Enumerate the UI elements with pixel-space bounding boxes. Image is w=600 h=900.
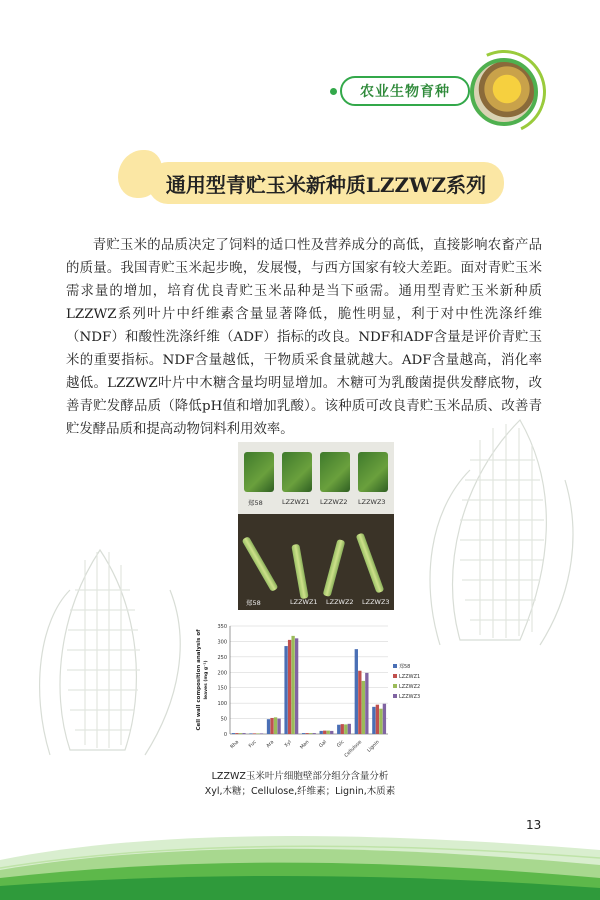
x-tick-label: Glc [336, 739, 346, 749]
photo-label: LZZWZ2 [320, 498, 348, 506]
badge-dot [330, 88, 337, 95]
bar [379, 709, 382, 734]
article-body: 青贮玉米的品质决定了饲料的适口性及营养成分的高低，直接影响农畜产品的质量。我国青贮玉米起步晚，发展慢，与西方国家有较大差距。面对青贮玉米需求量的增加，培育优良青贮玉米品种是当下亟需。通用型青贮玉米新种质LZZWZ系列叶片中纤维素含量显著降低，脆性明显，利于对中性洗涤纤维（NDF）和酸性洗涤纤维（ADF）指标的改良。NDF和ADF含量是评价青贮玉米的重要指标。NDF含量越低，干物质采食量就越大。ADF含量越高，消化率越低。LZZWZ叶片中木糖含量均明显增加。木糖可为乳酸菌提供发酵底物，改善青贮发酵品质（降低pH值和增加乳酸）。该种质可改良青贮玉米品质、改善青贮发酵品质和提高动物饲料利用效率。 [66, 238, 542, 437]
bar [362, 681, 365, 734]
bar [358, 671, 361, 734]
page-number: 13 [526, 818, 542, 832]
y-tick-label: 300 [217, 639, 227, 646]
y-tick-label: 200 [217, 670, 227, 677]
bar [302, 733, 305, 734]
bar [305, 733, 308, 734]
bar [313, 733, 316, 734]
figure-caption: LZZWZ玉米叶片细胞壁部分组分含量分析 [211, 771, 389, 782]
legend-swatch [393, 684, 397, 688]
legend-label: LZZWZ3 [399, 694, 421, 700]
bar [376, 705, 379, 734]
bar [372, 707, 375, 734]
photo-label: LZZWZ2 [326, 598, 354, 606]
y-tick-label: 50 [220, 716, 227, 723]
photo-label: 郑58 [248, 499, 263, 507]
photo-label: 郑58 [246, 599, 261, 607]
bar [295, 638, 298, 734]
y-tick-label: 250 [217, 654, 227, 661]
photo-label: LZZWZ3 [358, 498, 386, 506]
bar [383, 704, 386, 734]
legend-swatch [393, 694, 397, 698]
y-tick-label: 350 [217, 624, 227, 630]
leaf-sample [358, 452, 388, 492]
photo-label: LZZWZ3 [362, 598, 390, 606]
bar [344, 724, 347, 734]
x-tick-label: Gal [318, 739, 328, 750]
bar [348, 724, 351, 734]
footer-waves [0, 820, 600, 900]
x-tick-label: Man [299, 739, 311, 751]
bar [355, 649, 358, 734]
legend-label: 郑58 [399, 664, 411, 670]
bar [242, 733, 245, 734]
cell-wall-composition-chart [188, 616, 424, 766]
x-tick-label: Cellulose [344, 739, 364, 759]
article-title [148, 162, 504, 204]
x-tick-label: Ara [265, 739, 276, 750]
corn-photo-circle [470, 58, 538, 126]
bar [253, 733, 256, 734]
legend-label: LZZWZ2 [399, 684, 421, 690]
corn-illustration-left [30, 530, 200, 760]
bar [260, 733, 263, 734]
bar [277, 719, 280, 734]
bar [323, 731, 326, 734]
category-label: 农业生物育种 [360, 84, 450, 100]
bar [309, 733, 312, 734]
x-tick-label: Lignin [366, 739, 381, 754]
bar [235, 733, 238, 734]
stalk-sample [242, 536, 279, 592]
leaf-sample [320, 452, 350, 492]
bar [232, 733, 235, 734]
legend-label: LZZWZ1 [399, 674, 421, 680]
legend-swatch [393, 664, 397, 668]
y-axis-label: Cell wall composition analysis of [196, 629, 202, 731]
bar [274, 717, 277, 734]
stalk-sample [291, 544, 308, 600]
bar [320, 731, 323, 734]
bar [270, 718, 273, 734]
stalk-samples-photo [238, 514, 394, 610]
bar [249, 733, 252, 734]
bar [284, 646, 287, 734]
article-title-text: 通用型青贮玉米新种质LZZWZ系列 [165, 172, 487, 197]
photo-label: LZZWZ1 [282, 498, 310, 506]
bar [341, 724, 344, 734]
bar [327, 731, 330, 734]
y-tick-label: 150 [217, 685, 227, 692]
x-tick-label: Fuc [248, 739, 258, 750]
y-tick-label: 100 [217, 701, 227, 708]
bar [291, 636, 294, 734]
stalk-sample [323, 539, 346, 597]
category-badge [340, 76, 470, 106]
leaf-sample [282, 452, 312, 492]
x-tick-label: Xyl [284, 739, 293, 749]
bar [365, 673, 368, 734]
figure-note: Xyl,木糖；Cellulose,纤维素；Lignin,木质素 [204, 786, 396, 797]
bar [330, 731, 333, 734]
bar [256, 733, 259, 734]
bar [337, 725, 340, 734]
bar [239, 733, 242, 734]
leaf-sample [244, 452, 274, 492]
stalk-sample [356, 533, 385, 594]
legend-swatch [393, 674, 397, 678]
y-tick-label: 0 [223, 732, 227, 738]
bar [267, 719, 270, 734]
leaf-sections-photo [238, 442, 394, 514]
bar [288, 640, 291, 734]
photo-label: LZZWZ1 [290, 598, 318, 606]
y-axis-label: leaves (mg g⁻¹) [204, 660, 209, 700]
x-tick-label: Rha [230, 739, 241, 751]
